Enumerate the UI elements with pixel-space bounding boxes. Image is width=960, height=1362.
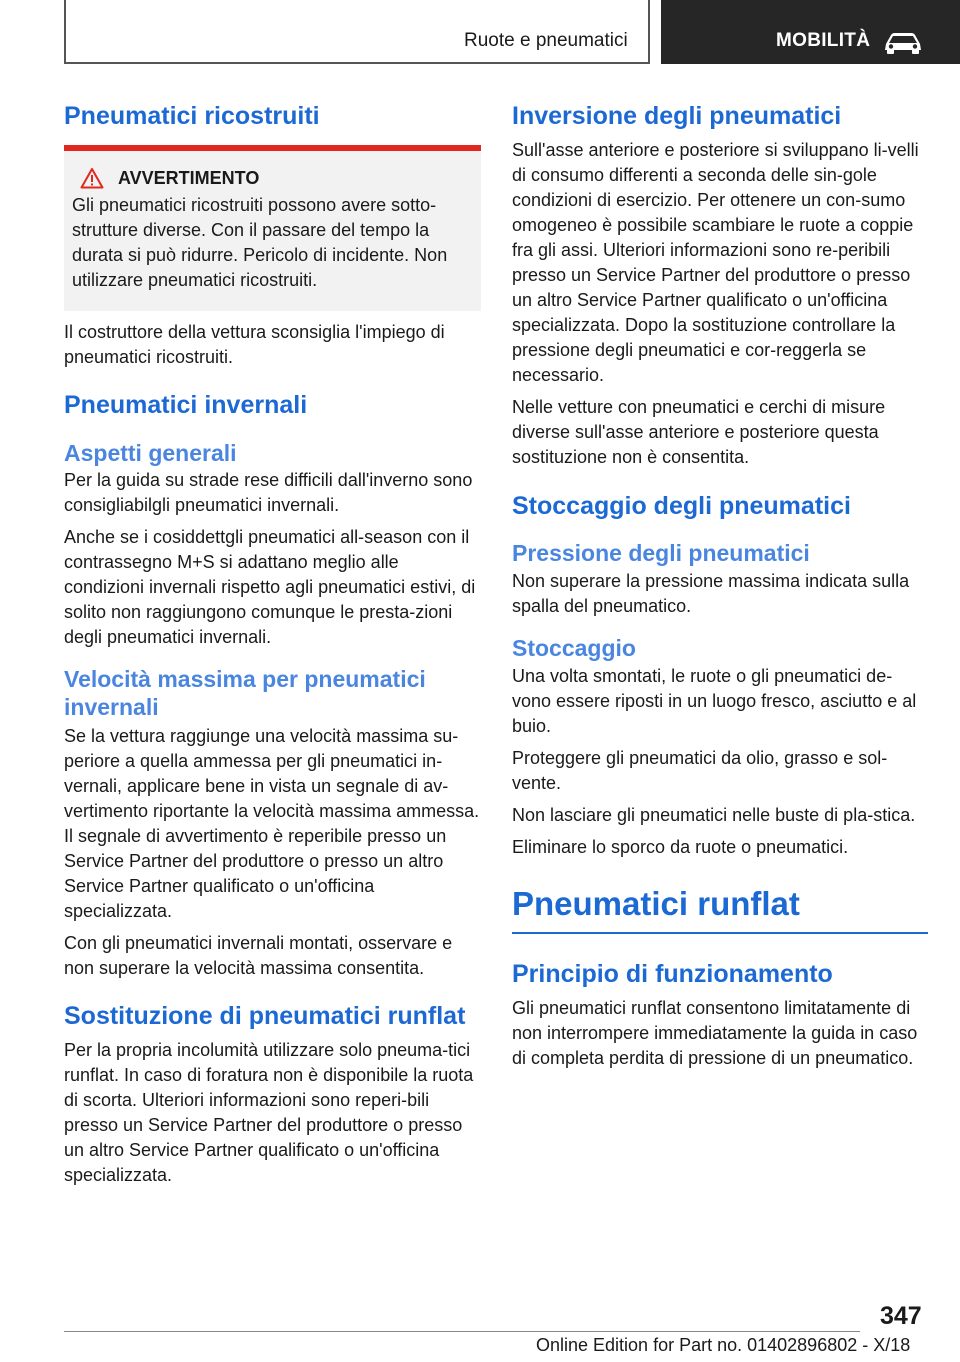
paragraph-inversione: Sull'asse anteriore e posteriore si sviluppano li-velli di consumo differenti a seconda delle sin-gole condizioni di esercizio. Per ottenere un con-sumo omogeneo è possibile scambiare le ruote a coppie fra gli assi. Ulteriori informazioni sono re-peribili presso un Service Partner del produttore o presso un altro Service Partner qualificato o un'officina specializzata. Dopo la sostituzione controllare la pressione degli pneumatici e cor-reggerla se necessario. (512, 140, 919, 385)
paragraph-principio: Gli pneumatici runflat consentono limitatamente di non interrompere immediatamente la guida in caso di completa perdita di pressione di un pneumatico. (512, 998, 918, 1068)
header-section-title: Ruote e pneumatici (464, 30, 628, 51)
page-number: 347 (880, 1302, 922, 1330)
paragraph-guida-inverno: Per la guida su strade rese difficili dall'inverno sono consigliabilgli pneumatici invernali. (64, 470, 473, 515)
paragraph-costruttore: Il costruttore della vettura sconsiglia l'impiego di pneumatici ricostruiti. (64, 322, 445, 367)
runflat-rule (512, 932, 928, 934)
heading-pressione-pneumatici: Pressione degli pneumatici (512, 540, 810, 566)
paragraph-smontati: Una volta smontati, le ruote o gli pneumatici de-vono essere riposti in un luogo fresco, asciutto e al buio. (512, 666, 917, 736)
header-divider-left (64, 0, 66, 64)
heading-principio-funzionamento: Principio di funzionamento (512, 960, 833, 988)
paragraph-sporco: Eliminare lo sporco da ruote o pneumatici. (512, 837, 849, 857)
right-column (512, 100, 928, 1071)
heading-pneumatici-invernali: Pneumatici invernali (64, 391, 308, 419)
heading-stoccaggio: Stoccaggio (512, 635, 636, 661)
paragraph-proteggere: Proteggere gli pneumatici da olio, grasso e sol-vente. (512, 748, 888, 793)
header-divider-right (648, 0, 650, 64)
header-tab-label: MOBILITÀ (776, 30, 871, 51)
left-column (64, 100, 481, 1188)
paragraph-misure-diverse: Nelle vetture con pneumatici e cerchi di misure diverse sull'asse anteriore e posteriore questa sostituzione non è consentita. (512, 397, 886, 467)
warning-box (64, 151, 481, 311)
heading-velocita-massima: Velocità massima per pneumatici invernali (64, 666, 426, 720)
paragraph-buste: Non lasciare gli pneumatici nelle buste di pla-stica. (512, 805, 916, 825)
heading-aspetti-generali: Aspetti generali (64, 440, 237, 466)
heading-pneumatici-ricostruiti: Pneumatici ricostruiti (64, 102, 320, 130)
heading-inversione-pneumatici: Inversione degli pneumatici (512, 102, 842, 130)
paragraph-all-season: Anche se i cosiddettgli pneumatici all-season con il contrassegno M+S si adattano meglio alle condizioni invernali rispetto agli pneumatici estivi, di solito non raggiungono comunque le presta-zioni degli pneumatici invernali. (64, 527, 476, 647)
footer-rule (64, 1331, 860, 1332)
warning-title: AVVERTIMENTO (118, 167, 260, 188)
paragraph-pressione: Non superare la pressione massima indicata sulla spalla del pneumatico. (512, 571, 910, 616)
heading-sostituzione-runflat: Sostituzione di pneumatici runflat (64, 1002, 466, 1030)
paragraph-invernali-montati: Con gli pneumatici invernali montati, osservare e non superare la velocità massima consentita. (64, 933, 453, 978)
paragraph-velocita-massima: Se la vettura raggiunge una velocità massima su-periore a quella ammessa per gli pneumatici in-vernali, applicare bene in vista un segnale di av-vertimento riportante la velocità massima ammessa. Il segnale di avvertimento è reperibile presso un Service Partner del produttore o presso un altro Service Partner qualificato o un'officina specializzata. (64, 726, 480, 921)
footer-edition: Online Edition for Part no. 01402896802 - X/18 (536, 1335, 911, 1355)
header-underline (64, 62, 650, 64)
heading-pneumatici-runflat: Pneumatici runflat (512, 885, 800, 922)
warning-triangle-icon (80, 167, 104, 189)
paragraph-sostituzione-runflat: Per la propria incolumità utilizzare solo pneuma-tici runflat. In caso di foratura non è disponibile la ruota di scorta. Ulteriori informazioni sono reperi-bili presso un Service Partner del produttore o presso un altro Service Partner qualificato o un'officina specializzata. (64, 1040, 474, 1185)
car-icon (882, 30, 924, 54)
warning-text: Gli pneumatici ricostruiti possono avere sotto-strutture diverse. Con il passare del tempo la durata si può ridurre. Pericolo di incidente. Non utilizzare pneumatici ricostruiti. (72, 195, 448, 290)
heading-stoccaggio-pneumatici: Stoccaggio degli pneumatici (512, 492, 851, 520)
